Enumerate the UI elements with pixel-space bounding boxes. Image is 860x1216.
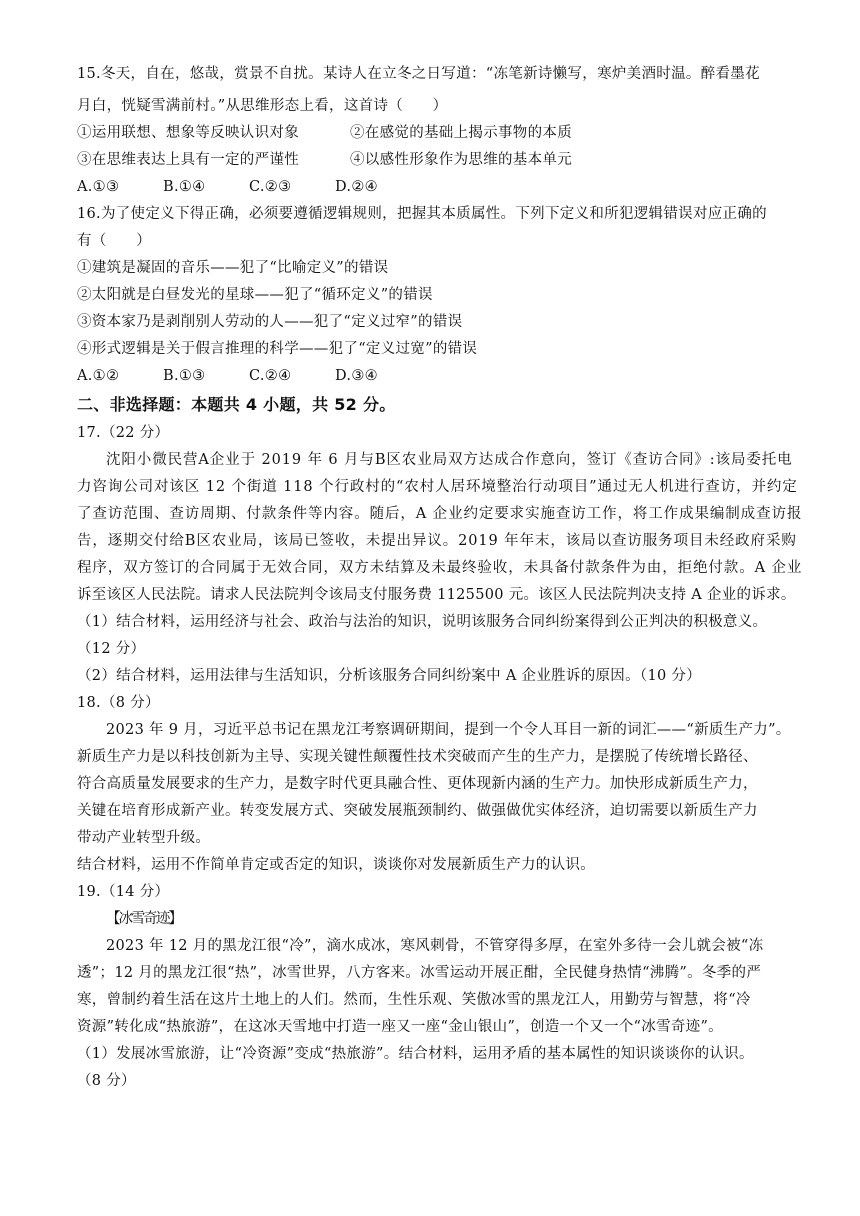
q17-material-line3: 了查访范围、查访周期、付款条件等内容。随后，A 企业约定要求实施查访工作，将工作成果编制成查访报 [77,506,803,522]
q17-material-line1: 沈阳小微民营A企业于 2019 年 6 月与B区农业局双方达成合作意向，签订《查访合同》:该局委托电 [106,452,793,468]
q16-choices [77,364,817,388]
q18-material-line4: 关键在培育形成新产业。转变发展方式、突破发展瓶颈制约、做强做优实体经济，迫切需要以新质生产力 [77,803,758,819]
q19-header: 19.（14 分） [77,884,170,900]
q15-stem-line1: 15.冬天，自在，悠哉，赏景不自扰。某诗人在立冬之日写道：“冻笔新诗懒写，寒炉美酒时温。醉看墨花 [77,66,760,82]
q17-material-line6: 诉至该区人民法院。请求人民法院判令该局支付服务费 1125500 元。该区人民法院判决支持 A 企业的诉求。 [77,587,796,603]
q18-header: 18.（8 分） [77,695,160,711]
q18-material-line2: 新质生产力是以科技创新为主导、实现关键性颠覆性技术突破而产生的生产力，是摆脱了传统增长路径、 [77,749,758,765]
q15-choice-a: A.①③ [77,179,120,195]
q16-choice-c: C.②④ [249,368,292,384]
q16-stem-line2: 有（ ） [77,233,151,249]
q19-material-line2: 透”；12 月的黑龙江很“热”，冰雪世界，八方客来。冰雪运动开展正酣，全民健身热情“沸腾”。冬季的严 [77,965,762,981]
q15-option-4: ④以感性形象作为思维的基本单元 [350,152,572,168]
q15-stem-line2: 月白，恍疑雪满前村。”从思维形态上看，这首诗（ ） [77,98,448,114]
q17-header: 17.（22 分） [77,425,170,441]
q19-material-line1: 2023 年 12 月的黑龙江很“冷”，滴水成冰，寒风刺骨，不管穿得多厚，在室外多待一会儿就会被“冻 [106,938,764,954]
q16-item-2: ②太阳就是白昼发光的星球——犯了“循环定义”的错误 [77,287,433,303]
q18-material-line3: 符合高质量发展要求的生产力，是数字时代更具融合性、更体现新内涵的生产力。加快形成新质生产力， [77,776,758,792]
q15-choice-b: B.①④ [163,179,206,195]
q19-material-title: 【冰雪奇迹】 [106,911,181,927]
q17-subquestion-1: （1）结合材料，运用经济与社会、政治与法治的知识，说明该服务合同纠纷案得到公正判决的积极意义。 [77,614,768,630]
q19-material-line3: 寒，曾制约着生活在这片土地上的人们。然而，生性乐观、笑傲冰雪的黑龙江人，用勤劳与智慧，将“冷 [77,992,751,1008]
q15-option-3: ③在思维表达上具有一定的严谨性 [77,152,299,168]
section-heading: 二、非选择题：本题共 4 小题，共 52 分。 [77,395,396,414]
q16-choice-b: B.①③ [163,368,206,384]
q16-choice-d: D.③④ [335,368,378,384]
q16-item-3: ③资本家乃是剥削别人劳动的人——犯了“定义过窄”的错误 [77,314,463,330]
q18-material-line5: 带动产业转型升级。 [77,830,211,846]
q19-subquestion-1: （1）发展冰雪旅游，让“冷资源”变成“热旅游”。结合材料，运用矛盾的基本属性的知识谈谈你的认识。 [77,1046,754,1062]
q15-option-2: ②在感觉的基础上揭示事物的本质 [350,125,572,141]
q15-option-row2 [77,148,817,172]
q15-choices [77,175,817,199]
q17-material-line4: 告，逐期交付给B区农业局，该局已签收，未提出异议。2019 年年末，该局以查访服务项目未经政府采购 [77,533,797,549]
q17-subquestion-2: （2）结合材料，运用法律与生活知识，分析该服务合同纠纷案中 A 企业胜诉的原因。（10 分） [77,668,702,684]
q18-task: 结合材料，运用不作简单肯定或否定的知识，谈谈你对发展新质生产力的认识。 [77,857,595,873]
q16-item-1: ①建筑是凝固的音乐——犯了“比喻定义”的错误 [77,260,389,276]
q19-material-line4: 资源”转化成“热旅游”，在这冰天雪地中打造一座又一座“金山银山”，创造一个又一个“冰雪奇迹”。 [77,1019,723,1035]
q16-choice-a: A.①② [77,368,120,384]
q15-option-1: ①运用联想、想象等反映认识对象 [77,125,299,141]
q17-material-line2: 力咨询公司对该区 12 个街道 118 个行政村的“农村人居环境整治行动项目”通过无人机进行查访，并约定 [77,479,798,495]
q16-stem-line1: 16.为了使定义下得正确，必须要遵循逻辑规则，把握其本质属性。下列下定义和所犯逻辑错误对应正确的 [77,206,767,222]
q16-item-4: ④形式逻辑是关于假言推理的科学——犯了“定义过宽”的错误 [77,341,478,357]
q15-option-row1 [77,121,817,145]
q18-material-line1: 2023 年 9 月，习近平总书记在黑龙江考察调研期间，提到一个令人耳目一新的词汇——“新质生产力”。 [106,722,791,738]
q17-material-line5: 程序，双方签订的合同属于无效合同，双方未结算及未最终验收，未具备付款条件为由，拒绝付款。A 企业 [77,560,803,576]
q15-choice-c: C.②③ [249,179,292,195]
q19-subquestion-1-score: （8 分） [77,1073,136,1089]
q15-choice-d: D.②④ [335,179,378,195]
q17-subquestion-1-score: （12 分） [77,641,146,657]
